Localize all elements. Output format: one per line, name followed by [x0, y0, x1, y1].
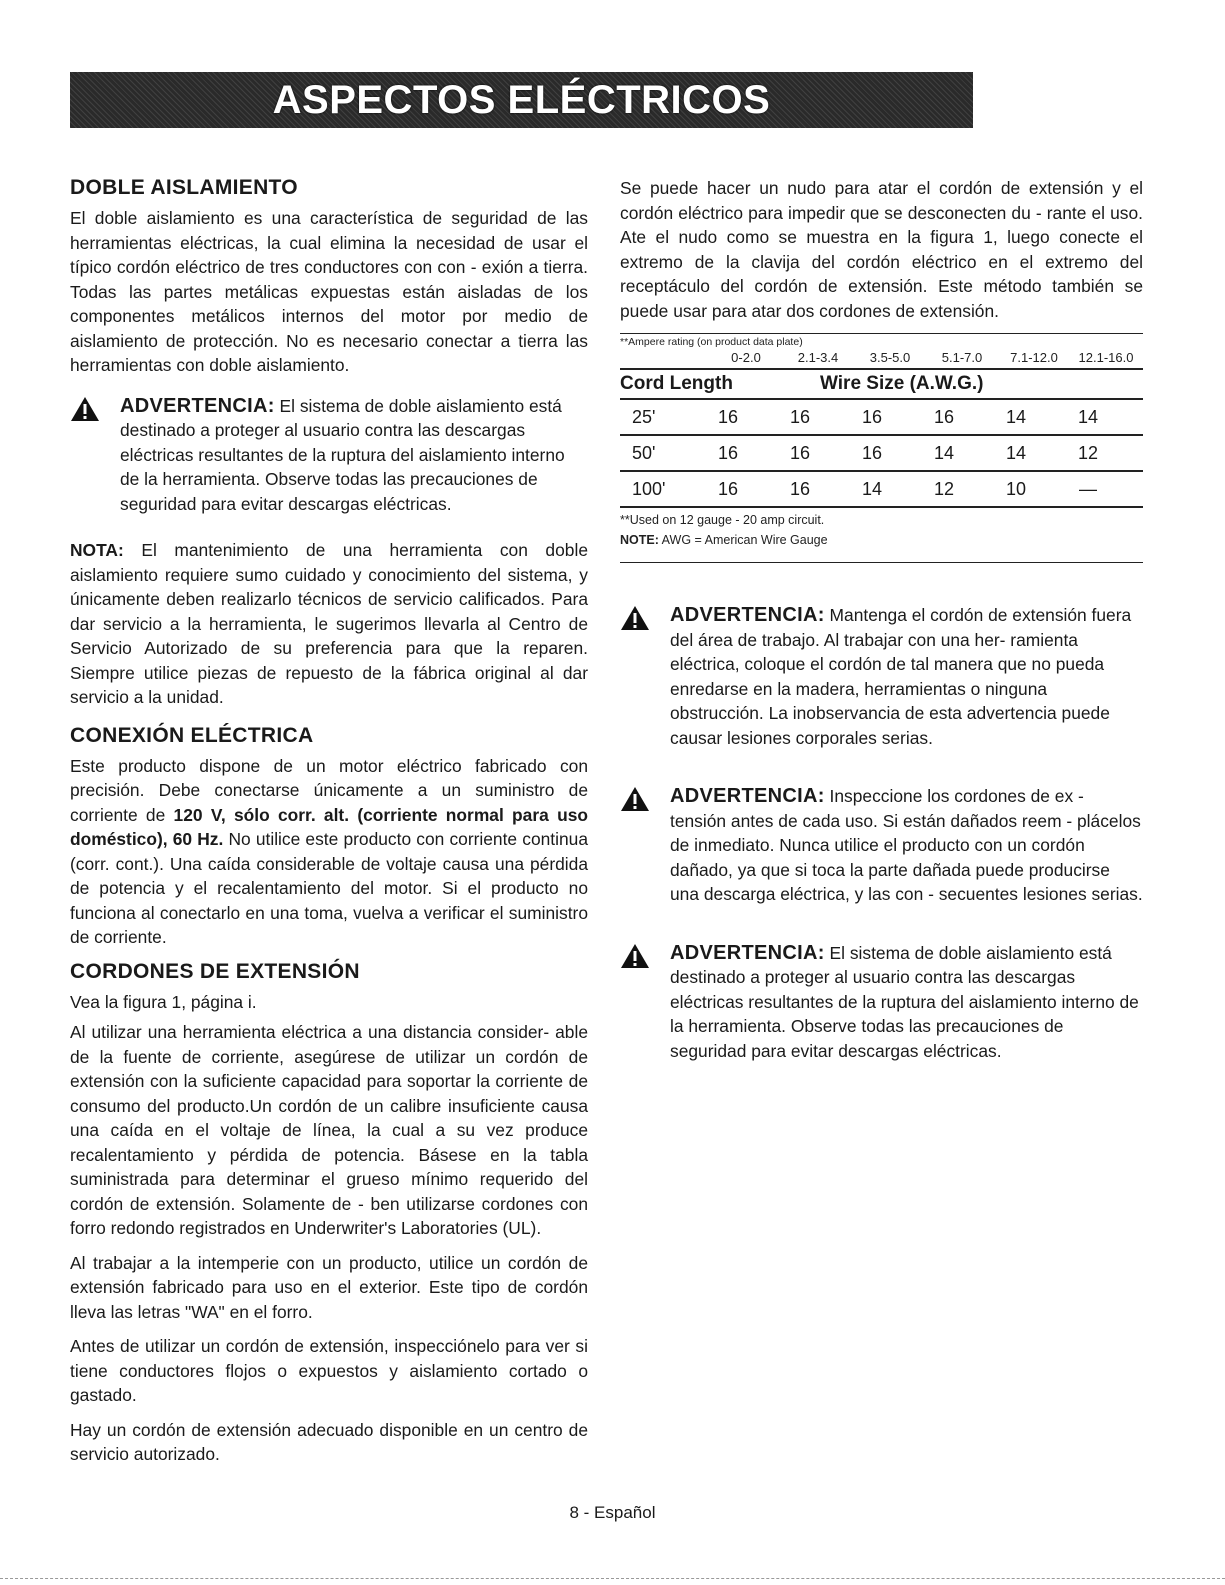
warning-block: [620, 941, 1143, 1064]
warning-label: ADVERTENCIA:: [670, 604, 825, 626]
warning-block: [70, 394, 588, 517]
section-banner: [70, 72, 973, 128]
cordones-text-3: Antes de utilizar un cordón de extensión, inspecciónelo para ver si tiene conductores flojos o expuestos y aislamiento cortado o gastado.: [70, 1336, 588, 1405]
ampere-cell: 3.5-5.0: [869, 350, 911, 365]
conexion-text: Este producto dispone de un motor eléctrico fabricado con precisión. Debe conectarse únicamente a un suministro de corriente de 120 V, sólo corr. alt. (corriente normal para uso doméstico), 60 Hz. No utilice este producto con corriente continua (corr. cont.). Una caída considerable de voltaje causa una pérdida de potencia y el recalentamiento del motor. Si el producto no funciona al conectarlo en una toma, vuelva a verificar el suministro de corriente.: [70, 755, 588, 947]
cord-length-header: Cord Length: [620, 373, 733, 394]
right-column: [620, 176, 1143, 1085]
ampere-cell: 2.1-3.4: [797, 350, 839, 365]
cordones-ref: Vea la figura 1, página i.: [70, 991, 257, 1012]
heading-conexion-electrica: CONEXIÓN ELÉCTRICA: [70, 723, 314, 747]
table-row: 25' 16 16 16 16 14 14: [620, 400, 1143, 436]
warning-text: ADVERTENCIA: Mantenga el cordón de extensión fuera del área de trabajo. Al trabajar con una her- ramienta eléctrica, coloque el cordón de tal manera que no pueda enredarse en la madera, herramientas o ninguna obstrucción. La inobservancia de esta advertencia puede causar lesiones corporales serias.: [670, 604, 1132, 748]
wire-size-table: [620, 333, 1143, 563]
ampere-cell: 7.1-12.0: [1010, 350, 1058, 365]
ampere-header-row: [620, 350, 1143, 370]
knot-text: Se puede hacer un nudo para atar el cordón de extensión y el cordón eléctrico para impedir que se desconecten du - rante el uso. Ate el nudo como se muestra en la figura 1, luego conecte el extremo de la clavija del cordón eléctrico en el extremo del receptáculo del cordón de extensión. Este método también se puede usar para atar dos cordones de extensión.: [620, 178, 1143, 321]
warning-text: ADVERTENCIA: El sistema de doble aislamiento está destinado a proteger al usuario contra las descargas eléctricas resultantes de la ruptura del aislamiento interno de la herramienta. Observe todas las precauciones de seguridad para evitar descargas eléctricas.: [670, 941, 1139, 1061]
warning-label: ADVERTENCIA:: [670, 785, 825, 807]
warning-icon: [620, 786, 650, 812]
ampere-cell: 0-2.0: [731, 350, 761, 365]
warning-icon: [70, 396, 100, 422]
table-header: [620, 370, 1143, 400]
cordones-text-1: Al utilizar una herramienta eléctrica a una distancia consider- able de la fuente de corriente, asegúrese de utilizar un cordón de extensión con la suficiente capacidad para soportar la corriente de consumo del producto.Un cordón de un calibre insuficiente causa una caída en el voltaje de línea, la cual a su vez produce recalentamiento y pérdida de potencia. Básese en la tabla suministrada para determinar el grueso mínimo requerido del cordón de extensión. Solamente de - ben utilizarse cordones con forro redondo registrados en Underwriter's Laboratories (UL).: [70, 1022, 588, 1238]
heading-doble-aislamiento: DOBLE AISLAMIENTO: [70, 176, 298, 199]
warning-text: ADVERTENCIA: El sistema de doble aislamiento está destinado a proteger al usuario contra las descargas eléctricas resultantes de la ruptura del aislamiento interno de la herramienta. Observe todas las precauciones de seguridad para evitar descargas eléctricas.: [120, 394, 565, 514]
bottom-rule: [0, 1578, 1225, 1579]
cordones-text-4: Hay un cordón de extensión adecuado disponible en un centro de servicio autorizado.: [70, 1419, 588, 1464]
warning-label: ADVERTENCIA:: [670, 941, 825, 964]
page-title: ASPECTOS ELÉCTRICOS: [272, 77, 771, 122]
left-column: [70, 176, 588, 1477]
ampere-cell: 12.1-16.0: [1078, 350, 1134, 365]
warning-block: [620, 603, 1143, 750]
nota-paragraph: NOTA: El mantenimiento de una herramienta con doble aislamiento requiere sumo cuidado y conocimiento del sistema, y únicamente deben realizarlo técnicos de servicio calificados. Para dar servicio a la herramienta, le sugerimos llevarla al Centro de Servicio Autorizado de su preferencia para que la reparen. Siempre utilice piezas de repuesto de la fábrica original al dar servicio a la unidad.: [70, 540, 588, 707]
nota-label: NOTA:: [70, 540, 124, 560]
ampere-cell: 5.1-7.0: [941, 350, 983, 365]
warning-label: ADVERTENCIA:: [120, 394, 275, 417]
warning-text: ADVERTENCIA: Inspeccione los cordones de ex - tensión antes de cada uso. Si están dañados reem - plácelos de inmediato. Nunca utilice el producto con un cordón dañado, ya que si toca la parte dañada puede producirse una descarga eléctrica, y las con - secuentes lesiones serias.: [670, 785, 1143, 904]
wire-size-header: Wire Size (A.W.G.): [820, 373, 984, 394]
warning-icon: [620, 605, 650, 631]
table-footnote: **Used on 12 gauge - 20 amp circuit.: [620, 513, 825, 527]
table-end-rule: [620, 562, 1143, 563]
table-note: NOTE: AWG = American Wire Gauge: [620, 533, 828, 547]
heading-cordones-extension: CORDONES DE EXTENSIÓN: [70, 959, 360, 983]
page-number: 8 - Español: [569, 1503, 656, 1522]
warning-block: [620, 784, 1143, 907]
table-row: 50' 16 16 16 14 14 12: [620, 436, 1143, 472]
ampere-note: **Ampere rating (on product data plate): [620, 336, 803, 348]
cordones-text-2: Al trabajar a la intemperie con un producto, utilice un cordón de extensión fabricado para uso en el exterior. Este tipo de cordón lleva las letras "WA" en el forro.: [70, 1252, 588, 1322]
table-row: 100' 16 16 14 12 10 —: [620, 472, 1143, 508]
warning-icon: [620, 943, 650, 969]
doble-aislamiento-text: El doble aislamiento es una característica de seguridad de las herramientas eléctricas, la cual elimina la necesidad de usar el típico cordón eléctrico de tres conductores con con - exión a tierra. Todas las partes metálicas expuestas están aisladas de los componentes metálicos internos del motor por medio de aislamiento de protección. No es necesario conectar a tierra las herramientas con doble aislamiento.: [70, 208, 588, 375]
